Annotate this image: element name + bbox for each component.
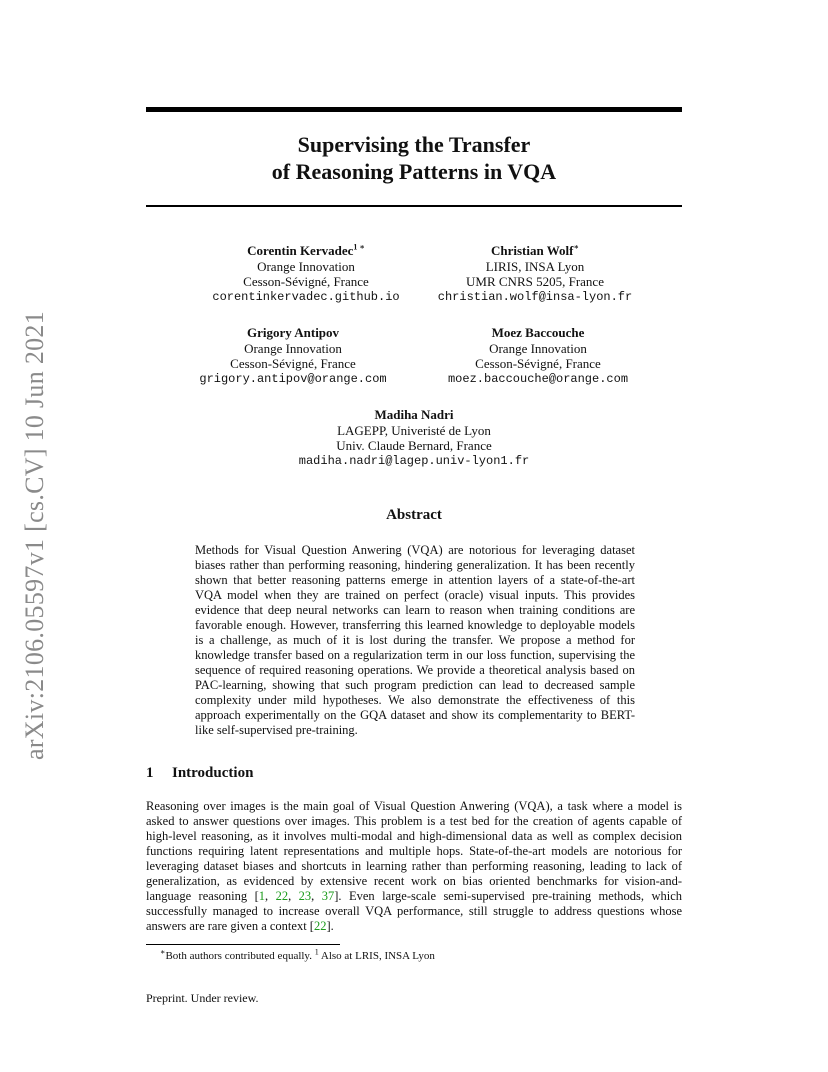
footnote-mark: ∗ — [160, 947, 166, 957]
footnote: ∗Both authors contributed equally. $^1$ Also at LRIS, INSA Lyon — [160, 947, 435, 962]
section-heading-introduction — [146, 765, 253, 782]
title-bottom-rule — [146, 205, 682, 207]
citation-link[interactable]: 22 — [313, 919, 327, 933]
author-mark: ∗ — [573, 242, 579, 252]
arxiv-identifier: arXiv:2106.05597v1 [cs.CV] 10 Jun 2021 — [20, 310, 49, 760]
author-email[interactable]: grigory.antipov@orange.com — [199, 371, 387, 386]
section-title: Introduction — [172, 765, 254, 781]
author-email[interactable]: corentinkervadec.github.io — [212, 289, 400, 304]
author-location: Cesson-Sévigné, France — [230, 356, 356, 371]
author-affiliation: LIRIS, INSA Lyon — [485, 258, 585, 274]
citation-link[interactable]: 1 — [258, 889, 266, 903]
author-location: UMR CNRS 5205, France — [466, 274, 604, 289]
introduction-text: Reasoning over images is the main goal of Visual Question Anwering (VQA), a task where a model is asked to answer questions over images. This problem is a test bed for the creation of agents capable of high-level reasoning, as it involves multi-modal and high-dimensional data as well as complex decision functions requiring latent representations and multiple hops. State-of-the-art models are notorious for leveraging dataset biases and shortcuts in learning rather than performing reasoning, leading to lack of generalization, as evidenced by extensive recent work on bias oriented benchmarks for vision-and-language reasoning [1, 22, 23, 37]. Even large-scale semi-supervised pre-training methods, which successfully managed to increase overall VQA performance, still struggle to address questions whose answers are rare given a context [22]. — [146, 799, 683, 933]
title-line-2: of Reasoning Patterns in VQA — [271, 159, 557, 184]
citation-link[interactable]: 37 — [321, 889, 335, 903]
author-affiliation: Orange Innovation — [244, 340, 342, 356]
section-number: 1 — [146, 765, 154, 781]
author-email[interactable]: madiha.nadri@lagep.univ-lyon1.fr — [298, 453, 530, 468]
author-affiliation: Orange Innovation — [489, 340, 587, 356]
author-block — [284, 407, 544, 469]
author-email[interactable]: moez.baccouche@orange.com — [447, 371, 629, 386]
citation-link[interactable]: 23 — [298, 889, 312, 903]
citation-link[interactable]: 22 — [275, 889, 289, 903]
author-block — [163, 325, 423, 387]
abstract-heading: Abstract — [386, 507, 442, 523]
author-affiliation: Orange Innovation — [257, 258, 355, 274]
footer-note: Preprint. Under review. — [146, 991, 259, 1005]
author-name: Grigory Antipov — [246, 325, 340, 340]
title-line-1: Supervising the Transfer — [297, 132, 531, 157]
author-location: Cesson-Sévigné, France — [243, 274, 369, 289]
author-name: Corentin Kervadec$^{1 ∗}$ — [247, 242, 365, 258]
author-affiliation: LAGEPP, Univeristé de Lyon — [337, 422, 491, 438]
author-block — [408, 325, 668, 387]
abstract-text: Methods for Visual Question Anwering (VQA) are notorious for leveraging dataset biases rather than performing reasoning, hindering generalization. It has been recently shown that better reasoning patterns emerge in attention layers of a state-of-the-art VQA model when they are trained on perfect (oracle) visual inputs. This provides evidence that deep neural networks can learn to reason when training conditions are favorable enough. However, transferring this learned knowledge to deployable models is a challenge, as much of it is lost during the transfer. We propose a method for knowledge transfer based on a regularization term in our loss function, supervising the sequence of required reasoning operations. We provide a theoretical analysis based on PAC-learning, showing that such program prediction can lead to decreased sample complexity under mild hypotheses. We also demonstrate the effectiveness of this approach experimentally on the GQA dataset and show its complementarity to BERT-like self-supervised pre-training. — [195, 543, 635, 737]
author-block — [405, 243, 665, 305]
footnote-rule — [146, 944, 340, 945]
author-location: Univ. Claude Bernard, France — [336, 438, 492, 453]
paper-title — [146, 131, 682, 185]
author-email[interactable]: christian.wolf@insa-lyon.fr — [437, 289, 633, 304]
title-top-rule — [146, 107, 682, 112]
author-mark: 1 ∗ — [353, 242, 365, 252]
author-name: Moez Baccouche — [491, 325, 585, 340]
author-location: Cesson-Sévigné, France — [475, 356, 601, 371]
author-block — [176, 243, 436, 305]
author-name: Madiha Nadri — [374, 407, 454, 422]
footnote-mark: 1 — [314, 947, 319, 957]
author-name: Christian Wolf∗ — [491, 242, 579, 258]
